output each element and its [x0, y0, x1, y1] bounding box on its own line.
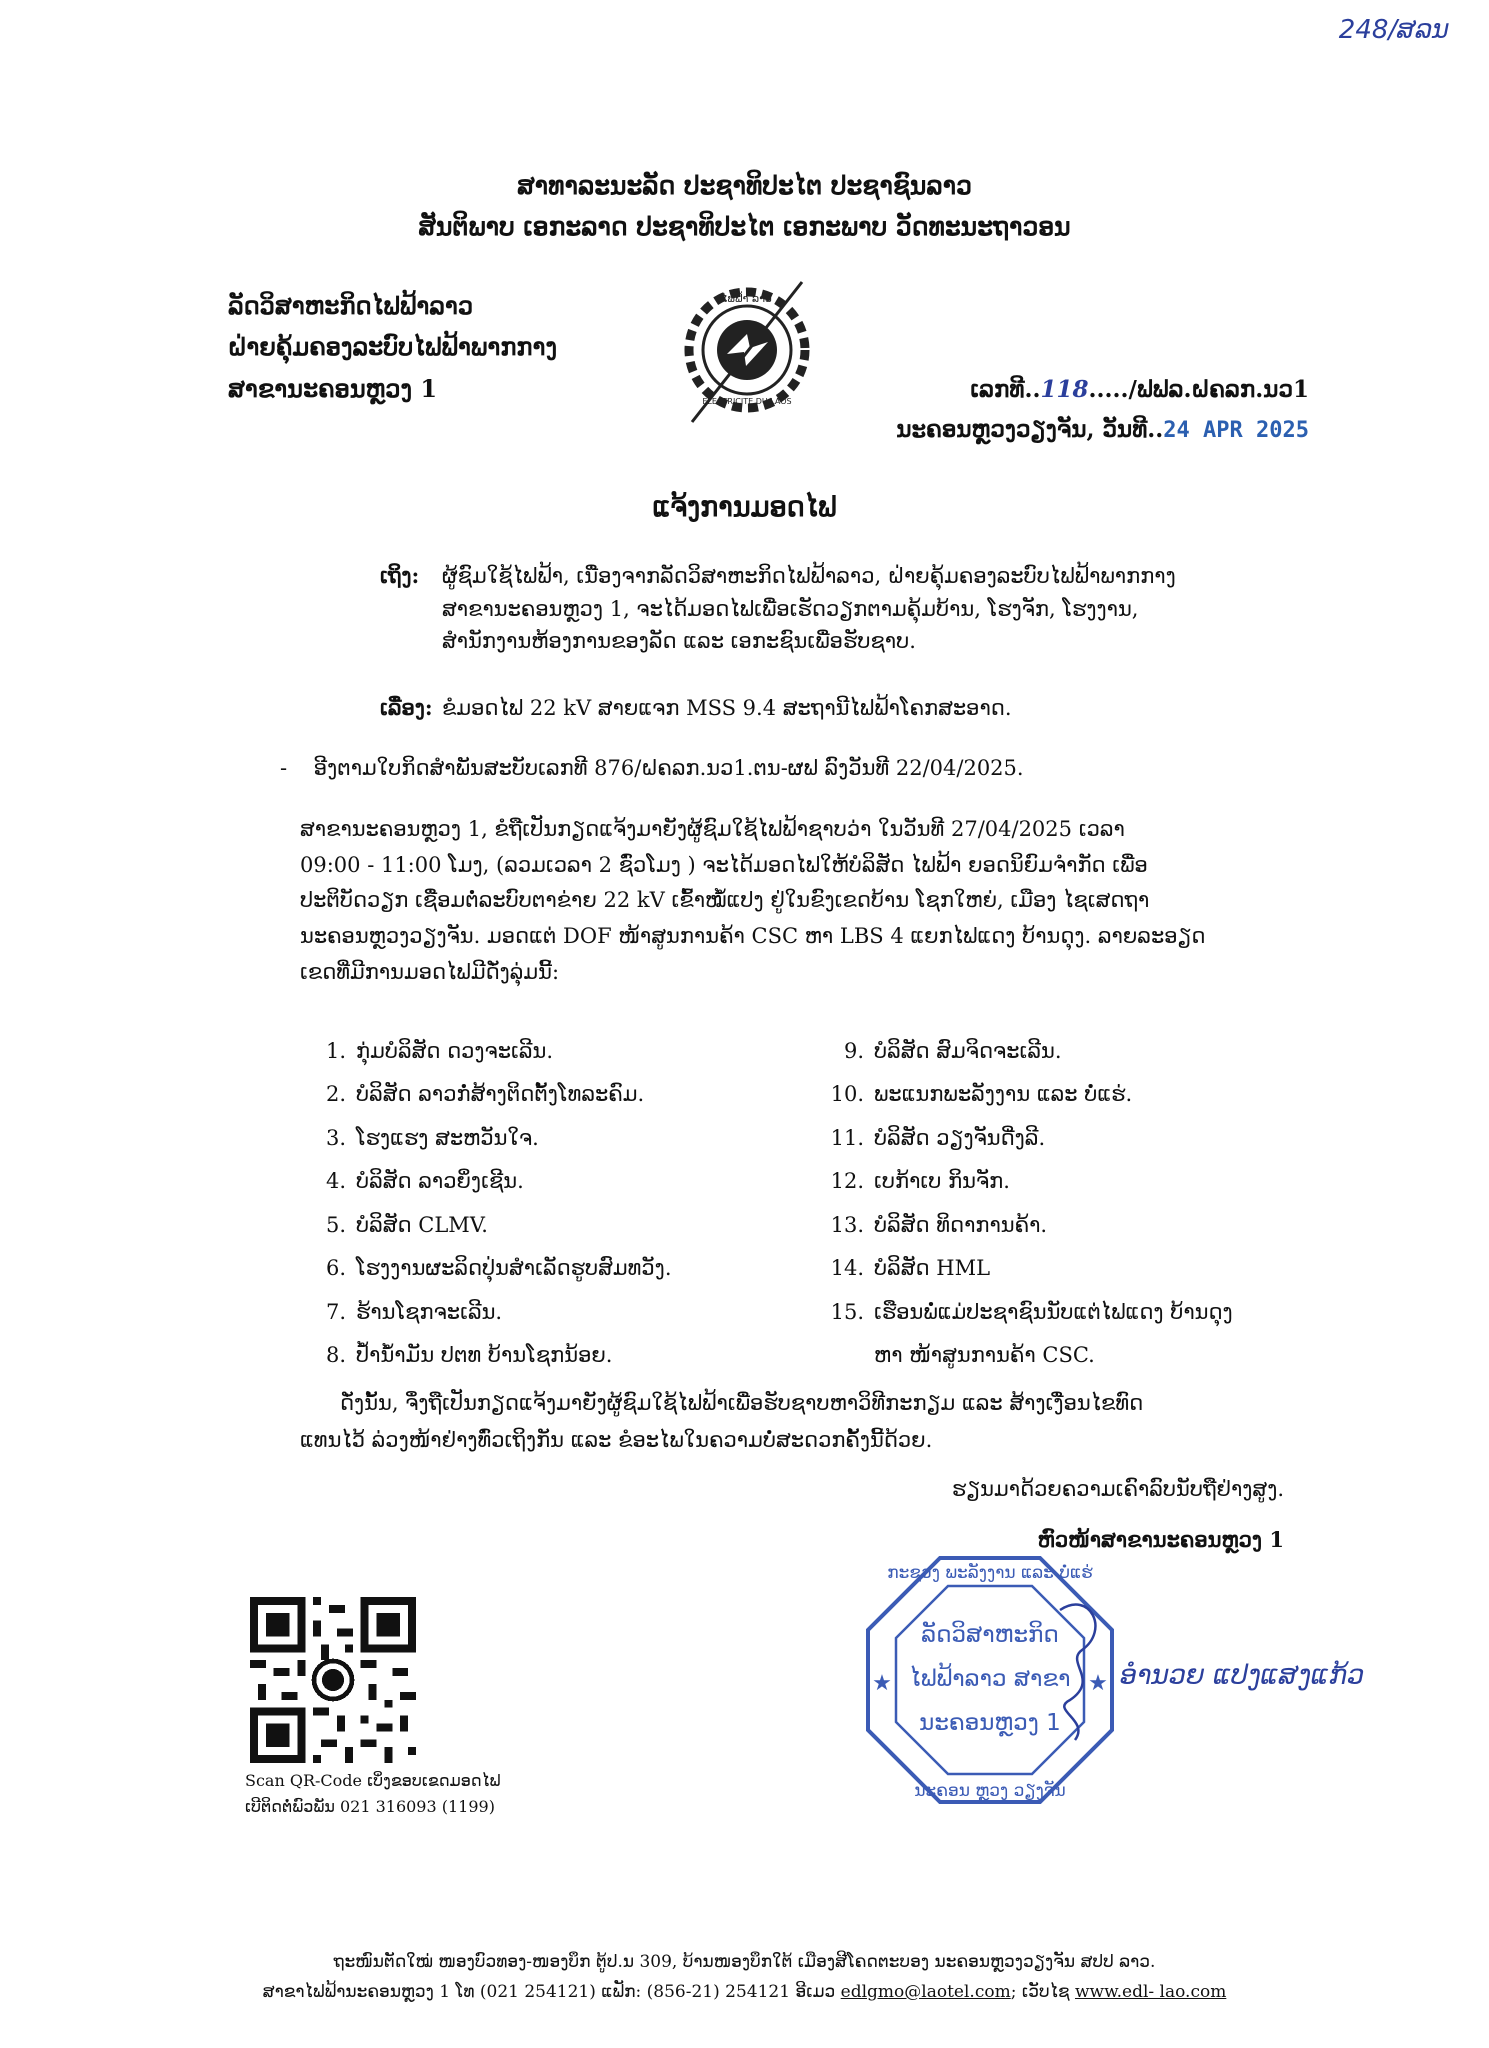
list-item: 15. ເຮືອນພໍ່ແມ່ປະຊາຊົນນັບແຕ່ໄຟແດງ ບ້ານດຸງ — [830, 1299, 1233, 1324]
list-item: 8. ປໍ້ານໍ້າມັນ ປຕທ ບ້ານໂຊກນ້ອຍ. — [325, 1343, 613, 1368]
signer-title: ຫົວໜ້າສາຂານະຄອນຫຼວງ 1 — [1037, 1527, 1284, 1552]
director-name: ອຳນວຍ ແປງແສງແກ້ວ — [1120, 1660, 1365, 1691]
stamp-star-icon: ★ — [872, 1671, 892, 1696]
recipient-block — [380, 560, 1280, 658]
org-line-2: ຝ່າຍຄຸ້ມຄອງລະບົບໄຟຟ້າພາກກາງ — [228, 332, 558, 362]
official-stamp — [860, 1550, 1120, 1810]
reference-number: ເລກທີ..118...../ຟຟລ.ຝຄລກ.ນວ1 — [970, 376, 1309, 403]
body-line-2: 09:00 - 11:00 ໂມງ, (ລວມເວລາ 2 ຊົ່ວໂມງ ) ຈະໄດ້ມອດໄຟໃຫ້ບໍລິສັດ ໄຟຟ້າ ຍອດນິຍົມຈຳກັດ ເພື່ອ — [300, 852, 1148, 877]
affected-list-right — [818, 1030, 1318, 1378]
reference-block — [896, 370, 1309, 451]
stamp-line-1: ລັດວິສາຫະກິດ — [921, 1622, 1059, 1648]
received-date-stamp: 24 APR 2025 — [1163, 418, 1309, 444]
closing-paragraph — [300, 1385, 1280, 1459]
nation-line-2: ສັນຕິພາບ ເອກະລາດ ປະຊາທິປະໄຕ ເອກະພາບ ວັດທະນະຖາວອນ — [418, 212, 1071, 242]
list-item: 1. ກຸ່ມບໍລິສັດ ດວງຈະເລີນ. — [325, 1039, 554, 1063]
list-item: 2. ບໍລິສັດ ລາວກໍ່ສ້າງຕິດຕັ້ງໂທລະຄົມ. — [325, 1082, 645, 1107]
list-item: 4. ບໍລິສັດ ລາວຍິ່ງເຊີນ. — [325, 1169, 524, 1194]
regards-line: ຮຽນມາດ້ວຍຄວາມເຄົາລົບນັບຖືຢ່າງສູງ. — [951, 1477, 1284, 1501]
list-item: 3. ໂຮງແຮງ ສະຫວັນໃຈ. — [325, 1125, 539, 1150]
stamp-line-3: ນະຄອນຫຼວງ 1 — [919, 1710, 1061, 1736]
logo-ring-text: ELECTRICITE DU LAOS — [702, 397, 792, 406]
subject-block — [380, 692, 1280, 725]
reference-date: ນະຄອນຫຼວງວຽງຈັນ, ວັນທີ..24 APR 2025 — [896, 416, 1309, 444]
org-line-3: ສາຂານະຄອນຫຼວງ 1 — [228, 373, 438, 403]
body-line-1: ສາຂານະຄອນຫຼວງ 1, ຂໍຖືເປັນກຽດແຈ້ງມາຍັງຜູ້ຊົມໃຊ້ໄຟຟ້າຊາບວ່າ ໃນວັນທີ 27/04/2025 ເວລາ — [300, 817, 1125, 841]
reference-line: - ອີງຕາມໃບກິດສຳພັນສະບັບເລກທີ 876/ຝຄລກ.ນວ1.ຕນ-ຜຟ ລົງວັນທີ 22/04/2025. — [280, 756, 1024, 780]
national-header — [0, 165, 1489, 248]
to-line-1: ຜູ້ຊົມໃຊ້ໄຟຟ້າ, ເນື່ອງຈາກລັດວິສາຫະກິດໄຟຟ້າລາວ, ຝ່າຍຄຸ້ມຄອງລະບົບໄຟຟ້າພາກກາງ — [442, 564, 1176, 588]
organization-block — [228, 285, 557, 409]
footer — [0, 1948, 1489, 2008]
list-item: 13. ບໍລິສັດ ທິດາການຄ້າ. — [830, 1212, 1048, 1237]
qr-caption — [245, 1768, 500, 1819]
affected-list-left — [300, 1030, 800, 1378]
to-line-2: ສາຂານະຄອນຫຼວງ 1, ຈະໄດ້ມອດໄຟເພື່ອເຮັດວຽກຕາມຄຸ້ມບ້ານ, ໂຮງຈັກ, ໂຮງງານ, — [442, 596, 1139, 621]
list-item: ຫາ ໜ້າສູນການຄ້າ CSC. — [874, 1343, 1095, 1368]
closing-line-2: ແທນໄວ້ ລ່ວງໜ້າຢ່າງທົ່ວເຖິງກັນ ແລະ ຂໍອະໄພໃນຄວາມບໍ່ສະດວກຄັ້ງນີ້ດ້ວຍ. — [300, 1427, 933, 1452]
list-item: 12. ເບກ້າເບ ກິນຈັກ. — [830, 1169, 1010, 1194]
stamp-star-icon: ★ — [1088, 1671, 1108, 1696]
list-item: 11. ບໍລິສັດ ວຽງຈັນດີ່ງລີ. — [830, 1125, 1046, 1150]
reference-number-value: 118 — [1040, 376, 1089, 403]
to-line-3: ສຳນັກງານຫ້ອງການຂອງລັດ ແລະ ເອກະຊົນເພື່ອຮັບຊາບ. — [442, 629, 916, 654]
edl-logo-icon — [672, 262, 822, 432]
list-item: 6. ໂຮງງານຜະລິດປຸ່ນສຳເລັດຮູບສົມທວັງ. — [325, 1256, 672, 1281]
footer-contact: ສາຂາໄຟຟ້ານະຄອນຫຼວງ 1 ໂທ (021 254121) ແຟັກ: (856-21) 254121 ອີເມວ edlgmo@laotel.com; ເວັບໄຊ www.edl- lao.com — [262, 1981, 1227, 2002]
nation-line-1: ສາທາລະນະລັດ ປະຊາທິປະໄຕ ປະຊາຊົນລາວ — [517, 171, 972, 200]
body-paragraph — [300, 812, 1280, 990]
footer-email-link[interactable]: edlgmo@laotel.com — [840, 1981, 1011, 2002]
stamp-line-2: ໄຟຟ້າລາວ ສາຂາ — [909, 1666, 1071, 1692]
logo-top-text: ໄຟຟ້າ ລາວ — [722, 292, 772, 305]
list-item: 9. ບໍລິສັດ ສົມຈິດຈະເລີນ. — [843, 1039, 1062, 1063]
qr-code-icon[interactable] — [250, 1597, 416, 1763]
body-line-4: ນະຄອນຫຼວງວຽງຈັນ. ມອດແຕ່ DOF ໜ້າສູນການຄ້າ CSC ຫາ LBS 4 ແຍກໄຟແດງ ບ້ານດຸງ. ລາຍລະອຽດ — [300, 924, 1206, 949]
list-item: 14. ບໍລິສັດ HML — [830, 1256, 991, 1281]
body-line-3: ປະຕິບັດວຽກ ເຊື່ອມຕໍ່ລະບົບຕາຂ່າຍ 22 kV ເຂົ້າໝໍ້ແປງ ຢູ່ໃນຂົງເຂດບ້ານ ໂຊກໃຫຍ່, ເມືອງ ໄຊເສດຖາ — [300, 888, 1150, 913]
document-title: ແຈ້ງການມອດໄຟ — [652, 492, 837, 523]
subject-text: ຂໍມອດໄຟ 22 kV ສາຍແຈກ MSS 9.4 ສະຖານີໄຟຟ້າໂຄກສະອາດ. — [442, 696, 1012, 720]
body-line-5: ເຂດທີ່ມີການມອດໄຟມີດັ່ງລຸ່ມນີ້: — [300, 959, 560, 984]
footer-address: ຖະໜົນຕັດໃໝ່ ໜອງບົວທອງ-ໜອງບຶກ ຕູ້ປ.ນ 309, ບ້ານໜອງບຶກໃຕ້ ເມືອງສີໂຄດຕະບອງ ນະຄອນຫຼວງວຽງຈັນ ສປປ ລາວ. — [333, 1952, 1156, 1972]
org-line-1: ລັດວິສາຫະກິດໄຟຟ້າລາວ — [228, 291, 474, 320]
stamp-ring-top: ກະຊວງ ພະລັງງານ ແລະ ບໍ່ແຮ່ — [887, 1563, 1093, 1583]
footer-website-link[interactable]: www.edl- lao.com — [1074, 1981, 1227, 2002]
subject-label: ເລື່ອງ: — [380, 695, 433, 720]
stamp-ring-bottom: ນະຄອນ ຫຼວງ ວຽງຈັນ — [914, 1781, 1066, 1801]
handwritten-registration-note: 248/ສລນ — [1338, 15, 1449, 45]
to-label: ເຖິງ: — [380, 563, 420, 588]
closing-line-1: ດັ່ງນັ້ນ, ຈຶ່ງຖືເປັນກຽດແຈ້ງມາຍັງຜູ້ຊົມໃຊ້ໄຟຟ້າເພື່ອຮັບຊາບຫາວິທີກະກຽມ ແລະ ສ້າງເງື່ອນໄຂທົດ — [340, 1391, 1144, 1415]
list-item: 5. ບໍລິສັດ CLMV. — [325, 1212, 488, 1237]
qr-caption-2: ເບີຕິດຕໍ່ພົວພັນ 021 316093 (1199) — [245, 1796, 495, 1816]
list-item: 10. ພະແນກພະລັງງານ ແລະ ບໍ່ແຮ່. — [830, 1082, 1133, 1107]
qr-caption-1: Scan QR-Code ເບິ່ງຂອບເຂດມອດໄຟ — [245, 1771, 501, 1790]
list-item: 7. ຮ້ານໂຊກຈະເລີນ. — [325, 1299, 503, 1324]
